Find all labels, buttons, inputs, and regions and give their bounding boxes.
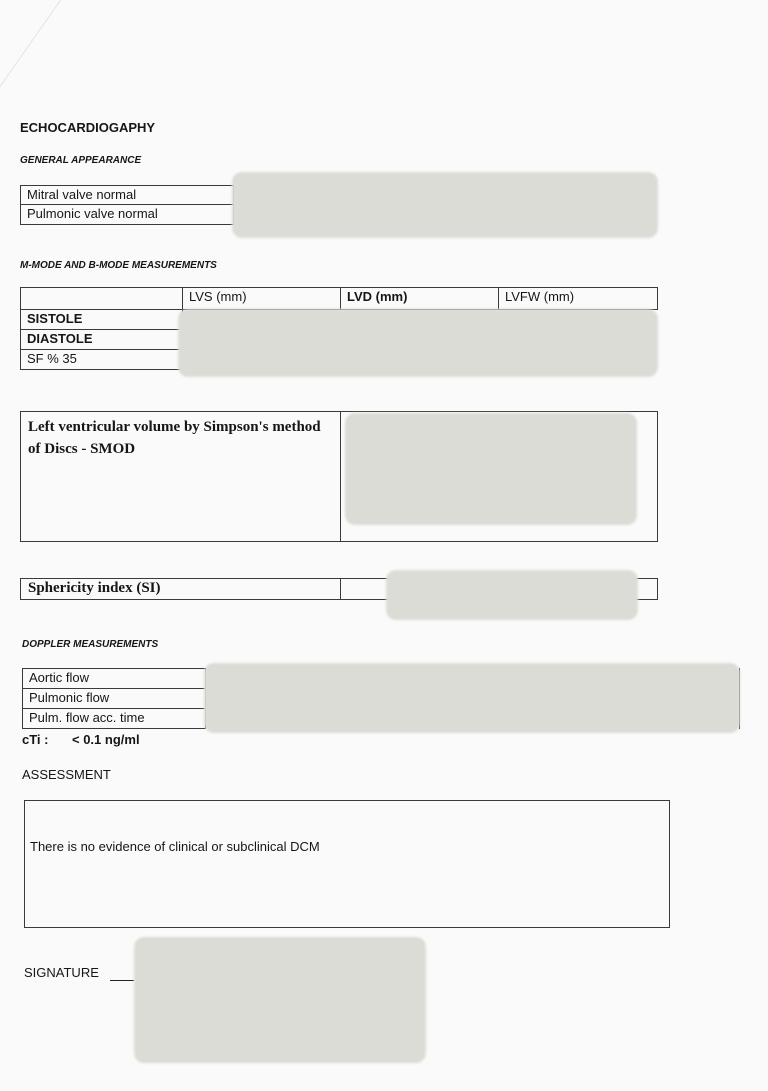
general-row: Pulmonic valve normal — [20, 204, 234, 225]
doppler-row: Pulmonic flow — [22, 688, 206, 709]
assessment-text: There is no evidence of clinical or subclinical DCM — [30, 839, 320, 854]
signature-label: SIGNATURE — [24, 965, 99, 980]
sphericity-label: Sphericity index (SI) — [28, 580, 161, 596]
cti-label: cTi : — [22, 732, 49, 747]
scan-artifact — [0, 0, 61, 107]
mmode-col-lvfw: LVFW (mm) — [498, 287, 658, 310]
mmode-header-blank — [20, 287, 183, 310]
redacted-area — [134, 937, 426, 1063]
mmode-row-sistole: SISTOLE — [20, 309, 183, 330]
mmode-heading: M-MODE AND B-MODE MEASUREMENTS — [20, 260, 217, 271]
general-row: Mitral valve normal — [20, 185, 234, 205]
simpson-label: Left ventricular volume by Simpson's method of Discs - SMOD — [28, 419, 321, 457]
assessment-box — [24, 800, 670, 928]
doppler-row: Aortic flow — [22, 668, 206, 689]
mmode-row-diastole: DIASTOLE — [20, 329, 183, 350]
simpson-divider — [340, 411, 341, 542]
general-appearance-heading: GENERAL APPEARANCE — [20, 155, 142, 166]
cti-value: < 0.1 ng/ml — [72, 732, 140, 747]
redacted-area — [386, 570, 638, 620]
redacted-area — [204, 663, 740, 733]
redacted-area — [345, 413, 637, 525]
redacted-area — [232, 172, 658, 238]
doppler-row: Pulm. flow acc. time — [22, 708, 206, 729]
mmode-row-sf: SF % 35 — [20, 349, 183, 370]
section-title: ECHOCARDIOGAPHY — [20, 120, 156, 135]
signature-line — [110, 980, 134, 981]
doppler-heading: DOPPLER MEASUREMENTS — [22, 639, 159, 650]
mmode-col-lvs: LVS (mm) — [182, 287, 341, 310]
assessment-heading: ASSESSMENT — [22, 767, 111, 782]
sphericity-divider — [340, 578, 341, 600]
mmode-col-lvd: LVD (mm) — [340, 287, 499, 310]
redacted-area — [178, 309, 658, 377]
